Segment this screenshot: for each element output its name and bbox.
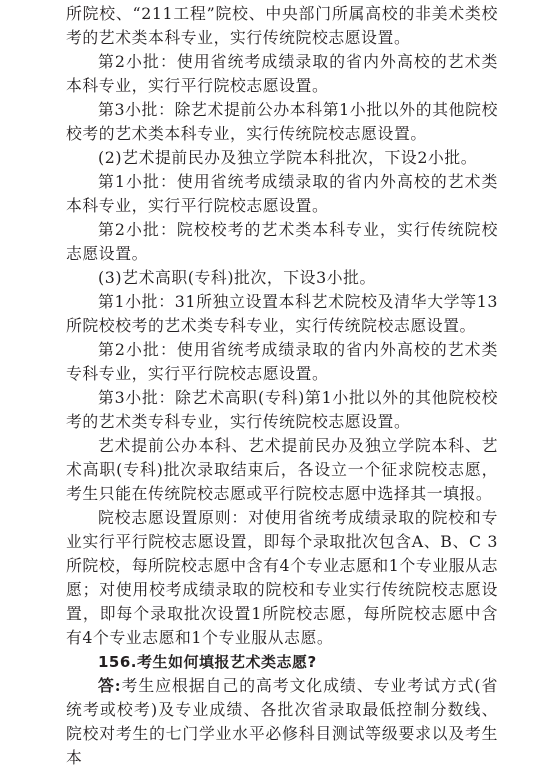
paragraph-12: 院校志愿设置原则：对使用省统考成绩录取的院校和专业实行平行院校志愿设置，即每个录取批次包含A、B、C 3所院校，每所院校志愿中含有4个专业志愿和1个专业服从志愿；对使用校考成绩录取的院校和专业实行传统院校志愿设置，即每个录取批次设置1所院校志愿，每所院校志愿中含有4个专业志愿和1个专业服从志愿。 <box>66 508 498 647</box>
paragraph-5: 第1小批：使用省统考成绩录取的省内外高校的艺术类本科专业，实行平行院校志愿设置。 <box>66 172 498 215</box>
paragraph-10: 第3小批：除艺术高职(专科)第1小批以外的其他院校校考的艺术类专科专业，实行传统院校志愿设置。 <box>66 388 498 431</box>
paragraph-11: 艺术提前公办本科、艺术提前民办及独立学院本科、艺术高职(专科)批次录取结束后，各设立一个征求院校志愿，考生只能在传统院校志愿或平行院校志愿中选择其一填报。 <box>66 436 498 503</box>
answer-paragraph <box>66 674 498 770</box>
answer-text: 考生应根据自己的高考文化成绩、专业考试方式(省统考或校考)及专业成绩、各批次省录取最低控制分数线、院校对考生的七门学业水平必修科目测试等级要求以及考生本 <box>66 676 498 767</box>
paragraph-4: (2)艺术提前民办及独立学院本科批次，下设2小批。 <box>98 148 478 167</box>
paragraph-3: 第3小批：除艺术提前公办本科第1小批以外的其他院校校考的艺术类本科专业，实行传统院校志愿设置。 <box>66 100 498 143</box>
paragraph-8: 第1小批：31所独立设置本科艺术院校及清华大学等13所院校校考的艺术类专科专业，实行传统院校志愿设置。 <box>66 292 498 335</box>
paragraph-7: (3)艺术高职(专科)批次，下设3小批。 <box>98 268 376 287</box>
answer-label: 答: <box>98 676 122 695</box>
question-title: 156.考生如何填报艺术类志愿? <box>98 653 317 671</box>
paragraph-9: 第2小批：使用省统考成绩录取的省内外高校的艺术类专科专业，实行平行院校志愿设置。 <box>66 340 498 383</box>
paragraph-2: 第2小批：使用省统考成绩录取的省内外高校的艺术类本科专业，实行平行院校志愿设置。 <box>66 52 498 95</box>
paragraph-6: 第2小批：院校校考的艺术类本科专业，实行传统院校志愿设置。 <box>66 220 498 263</box>
paragraph-1: 所院校、“211工程”院校、中央部门所属高校的非美术类校考的艺术类本科专业，实行传统院校志愿设置。 <box>66 4 498 47</box>
